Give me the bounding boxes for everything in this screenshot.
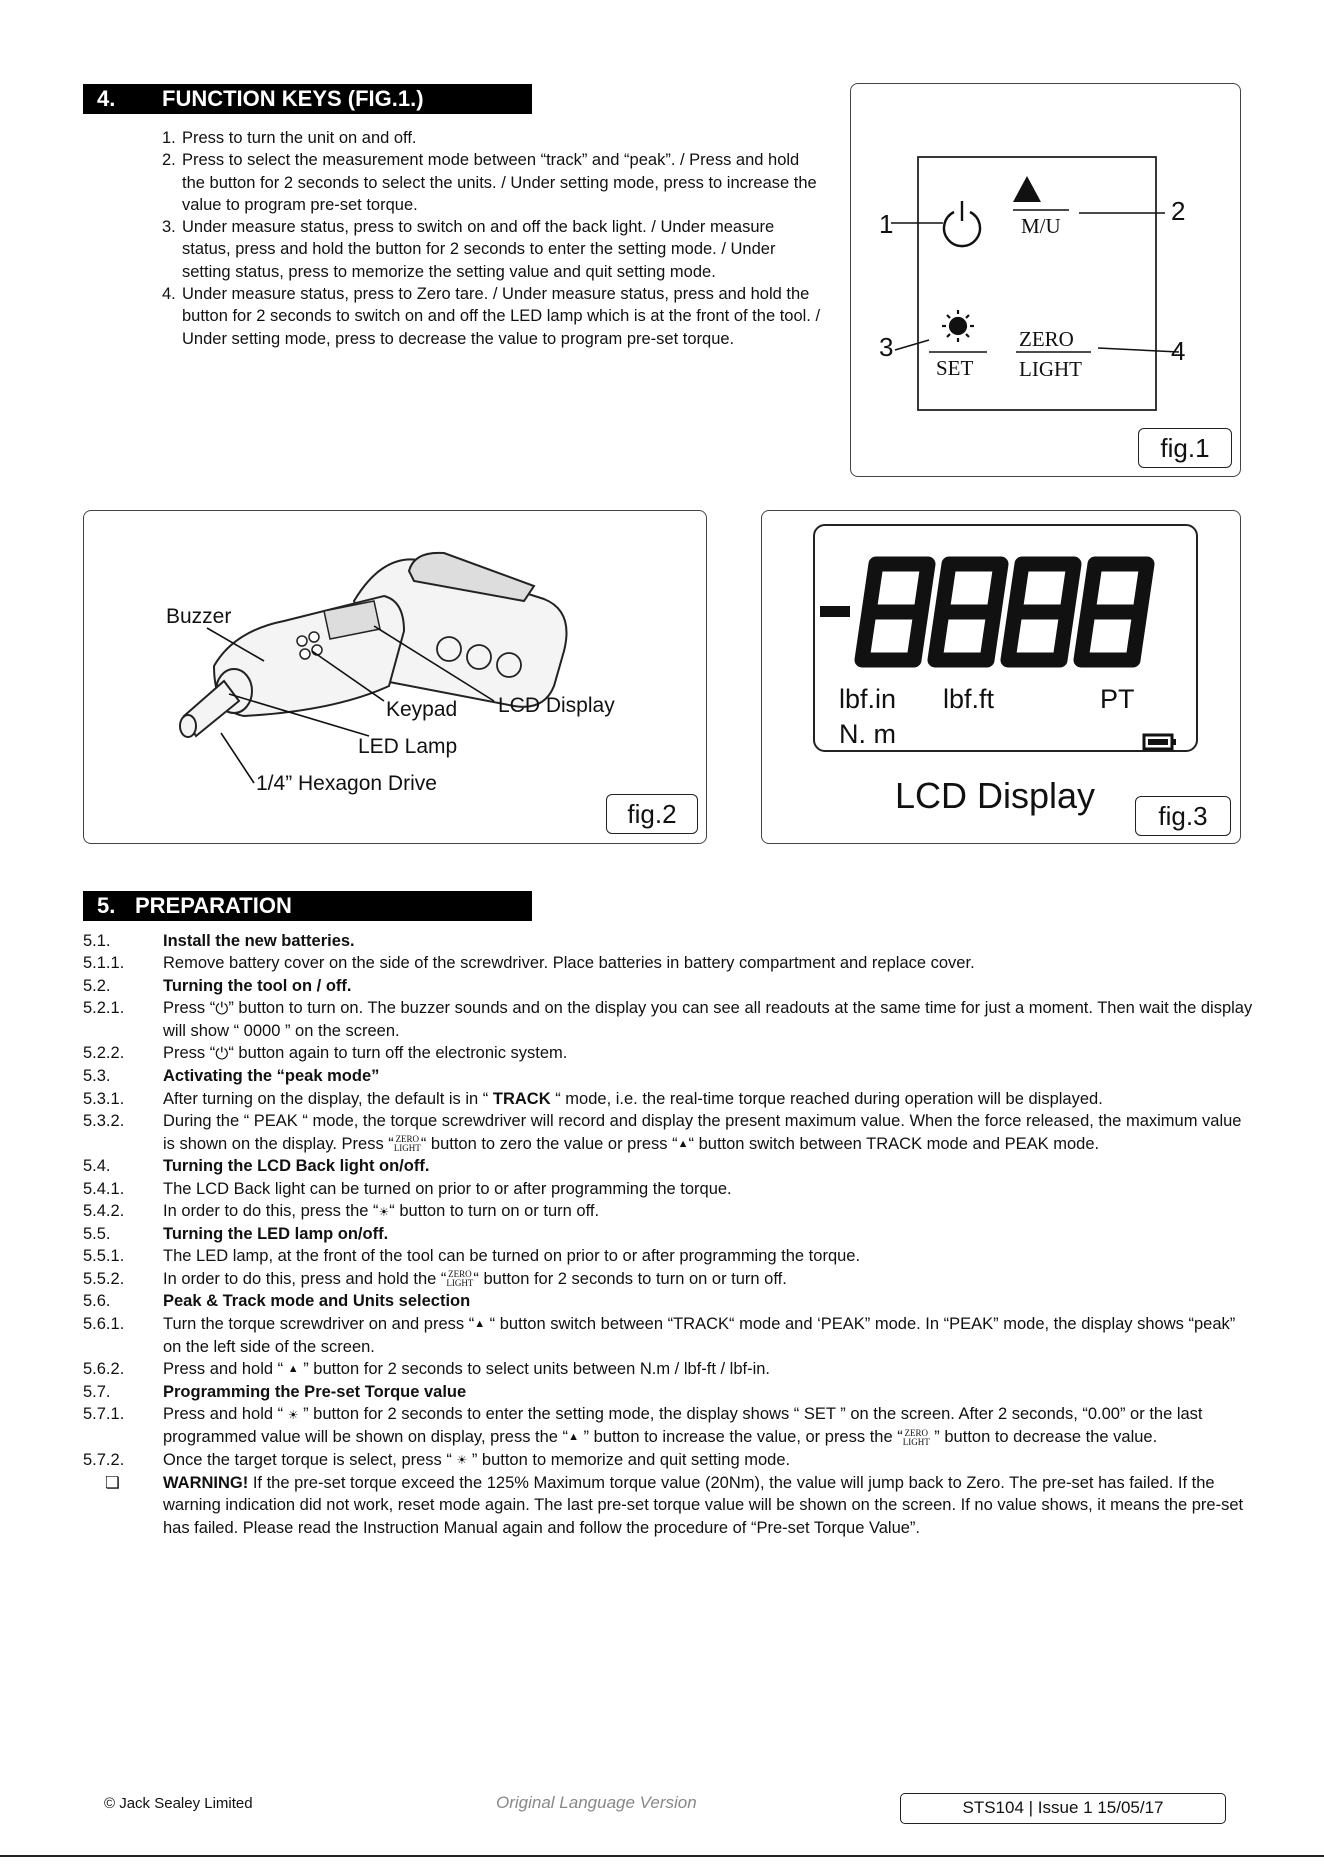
- preparation-content: [83, 930, 1253, 1539]
- checkbox-icon: ❏: [105, 1473, 120, 1492]
- section-4-heading: [83, 84, 532, 114]
- list-item: 5.1. Install the new batteries.: [83, 932, 355, 950]
- callout-2: 2: [1171, 196, 1186, 226]
- section-4-number: 4.: [97, 86, 116, 111]
- fig1-label: fig.1: [1138, 428, 1232, 468]
- battery-icon: [1144, 735, 1176, 749]
- keypad-diagram: [851, 84, 1242, 478]
- list-item: 5.2.2. Press “⏻“ button again to turn off the electronic system.: [83, 1042, 1253, 1065]
- zero-key-label: ZERO: [1019, 327, 1074, 351]
- lcd-display-label: LCD Display: [498, 694, 615, 717]
- bottom-rule: [0, 1855, 1324, 1857]
- list-item: 5.3.1. After turning on the display, the default is in “ TRACK “ mode, i.e. the real-time torque reached during operation will be displayed.: [83, 1089, 1103, 1108]
- list-item: 5.3. Activating the “peak mode”: [83, 1067, 380, 1086]
- up-arrow-icon: [1013, 176, 1041, 202]
- mu-up-icon: ▲: [474, 1318, 486, 1331]
- warning-item: ❏ WARNING! If the pre-set torque exceed the 125% Maximum torque value (20Nm), the value will jump back to Zero. The pre-set has failed. If the warning indication did not work, reset mode again. The last pre-set torque value will be shown on the screen. If no value shows, it means the pre-set has failed. Please read the Instruction Manual again and follow the procedure of “Pre-set Torque Value”.: [83, 1472, 1253, 1539]
- backlight-sun-icon: [942, 310, 974, 342]
- list-item: 5.1.1. Remove battery cover on the side of the screwdriver. Place batteries in battery compartment and replace cover.: [83, 954, 975, 973]
- zero-light-icon: ZERO LIGHT: [446, 1269, 474, 1289]
- list-item: 1. Press to turn the unit on and off.: [162, 129, 417, 147]
- zero-light-icon: ZERO LIGHT: [902, 1427, 930, 1447]
- fig2-panel: [83, 510, 707, 844]
- power-icon: ⏻: [215, 999, 229, 1018]
- section-5-number: 5.: [97, 893, 116, 918]
- light-key-label: LIGHT: [1019, 357, 1082, 381]
- list-item: 5.6.1. Turn the torque screwdriver on and press “▲ “ button switch between “TRACK“ mode and ‘PEAK” mode. In “PEAK” mode, the display shows “peak” on the left side of the screen.: [83, 1314, 1236, 1356]
- list-item: 5.6.2. Press and hold “ ▲ ” button for 2 seconds to select units between N.m / lbf-ft / lbf-in.: [83, 1358, 1253, 1381]
- list-item: 5.7.2. Once the target torque is select, press “ ☀ ” button to memorize and quit setting mode.: [83, 1449, 1253, 1472]
- section-4-title: FUNCTION KEYS (FIG.1.): [162, 86, 424, 111]
- lcd-caption: LCD Display: [895, 775, 1096, 816]
- list-item: 5.5.2. In order to do this, press and hold the “ ZERO LIGHT“ button for 2 seconds to turn on or turn off.: [83, 1269, 787, 1289]
- seven-segment-display: [813, 524, 1198, 752]
- lcd-screen: [813, 524, 1198, 752]
- list-item: 5.2.1. Press “⏻” button to turn on. The buzzer sounds and on the display you can see all readouts at the same time for just a moment. Then wait the display will show “ 0000 ” on the screen.: [83, 999, 1253, 1041]
- fig2-label: fig.2: [606, 794, 698, 834]
- zero-light-icon: ZERO LIGHT: [393, 1134, 421, 1154]
- list-item: 5.4.2. In order to do this, press the “☀“ button to turn on or turn off.: [83, 1200, 1253, 1223]
- mu-up-icon: ▲: [677, 1137, 689, 1150]
- list-item: 5.5.1. The LED lamp, at the front of the tool can be turned on prior to or after programming the torque.: [83, 1247, 861, 1266]
- peak-indicator: PT: [1100, 684, 1135, 714]
- function-keys-list: [162, 127, 822, 350]
- section-5-title: PREPARATION: [135, 893, 292, 918]
- list-item: 5.5. Turning the LED lamp on/off.: [83, 1225, 389, 1244]
- set-sun-icon: ☀: [378, 1204, 390, 1219]
- mu-key-label: M/U: [1021, 214, 1061, 238]
- fig3-panel: [761, 510, 1241, 844]
- list-item: 5.6. Peak & Track mode and Units selection: [83, 1292, 471, 1311]
- mu-up-icon: ▲: [568, 1431, 579, 1444]
- list-item: 5.3.2. During the “ PEAK “ mode, the torque screwdriver will record and display the present maximum value. When the force released, the maximum value is shown on the display. Press “ ZERO LIGHT“ button to zero the value or press “▲“ button switch between TRACK mode and PEAK mode.: [83, 1110, 1253, 1155]
- callout-3: 3: [879, 332, 894, 362]
- callout-4: 4: [1171, 336, 1186, 366]
- keypad-label: Keypad: [386, 698, 458, 721]
- fig1-panel: [850, 83, 1241, 477]
- list-item: 5.7.1. Press and hold “ ☀ ” button for 2 seconds to enter the setting mode, the display shows “ SET ” on the screen. After 2 seconds, “0.00” or the last programmed value will be shown on display, press the “▲ ” button to increase the value, or press the “ ZERO LIGHT ” button to decrease the value.: [83, 1403, 1253, 1449]
- unit-nm: N. m: [839, 719, 896, 749]
- language-version-text: Original Language Version: [496, 1793, 697, 1812]
- led-lamp-label: LED Lamp: [358, 735, 458, 758]
- set-sun-icon: ☀: [456, 1453, 468, 1468]
- list-item: 2. Press to select the measurement mode between “track” and “peak”. / Press and hold the button for 2 seconds to select the units. / Under setting mode, press to increase the value to program pre-set torque.: [162, 151, 817, 214]
- mu-up-icon: ▲: [287, 1363, 299, 1376]
- document-reference: STS104 | Issue 1 15/05/17: [962, 1798, 1164, 1817]
- unit-lbf-in: lbf.in: [839, 684, 897, 714]
- digit-glyphs: [862, 564, 1147, 660]
- hexagon-drive-label: 1/4” Hexagon Drive: [256, 772, 437, 795]
- list-item: 5.4.1. The LCD Back light can be turned on prior to or after programming the torque.: [83, 1179, 732, 1198]
- power-icon: [944, 201, 980, 246]
- list-item: 5.7. Programming the Pre-set Torque value: [83, 1382, 467, 1401]
- buzzer-label: Buzzer: [166, 605, 232, 628]
- callout-1: 1: [879, 209, 894, 239]
- fig3-label: fig.3: [1135, 796, 1231, 836]
- section-5-heading: [83, 891, 532, 921]
- copyright-text: © Jack Sealey Limited: [104, 1795, 253, 1812]
- set-sun-icon: ☀: [287, 1407, 299, 1422]
- list-item: 3. Under measure status, press to switch on and off the back light. / Under measure status, press and hold the button for 2 seconds to enter the setting mode. / Under setting status, press to memorize the setting value and quit setting mode.: [162, 218, 776, 281]
- list-item: 5.4. Turning the LCD Back light on/off.: [83, 1157, 430, 1176]
- power-icon: ⏻: [215, 1044, 229, 1063]
- unit-lbf-ft: lbf.ft: [943, 684, 995, 714]
- set-key-label: SET: [936, 356, 974, 380]
- list-item: 5.2. Turning the tool on / off.: [83, 976, 352, 995]
- document-reference-box: [900, 1793, 1226, 1824]
- list-item: 4. Under measure status, press to Zero tare. / Under measure status, press and hold the button for 2 seconds to switch on and off the LED lamp which is at the front of the tool. / Under setting mode, press to decrease the value to program pre-set torque.: [162, 285, 821, 348]
